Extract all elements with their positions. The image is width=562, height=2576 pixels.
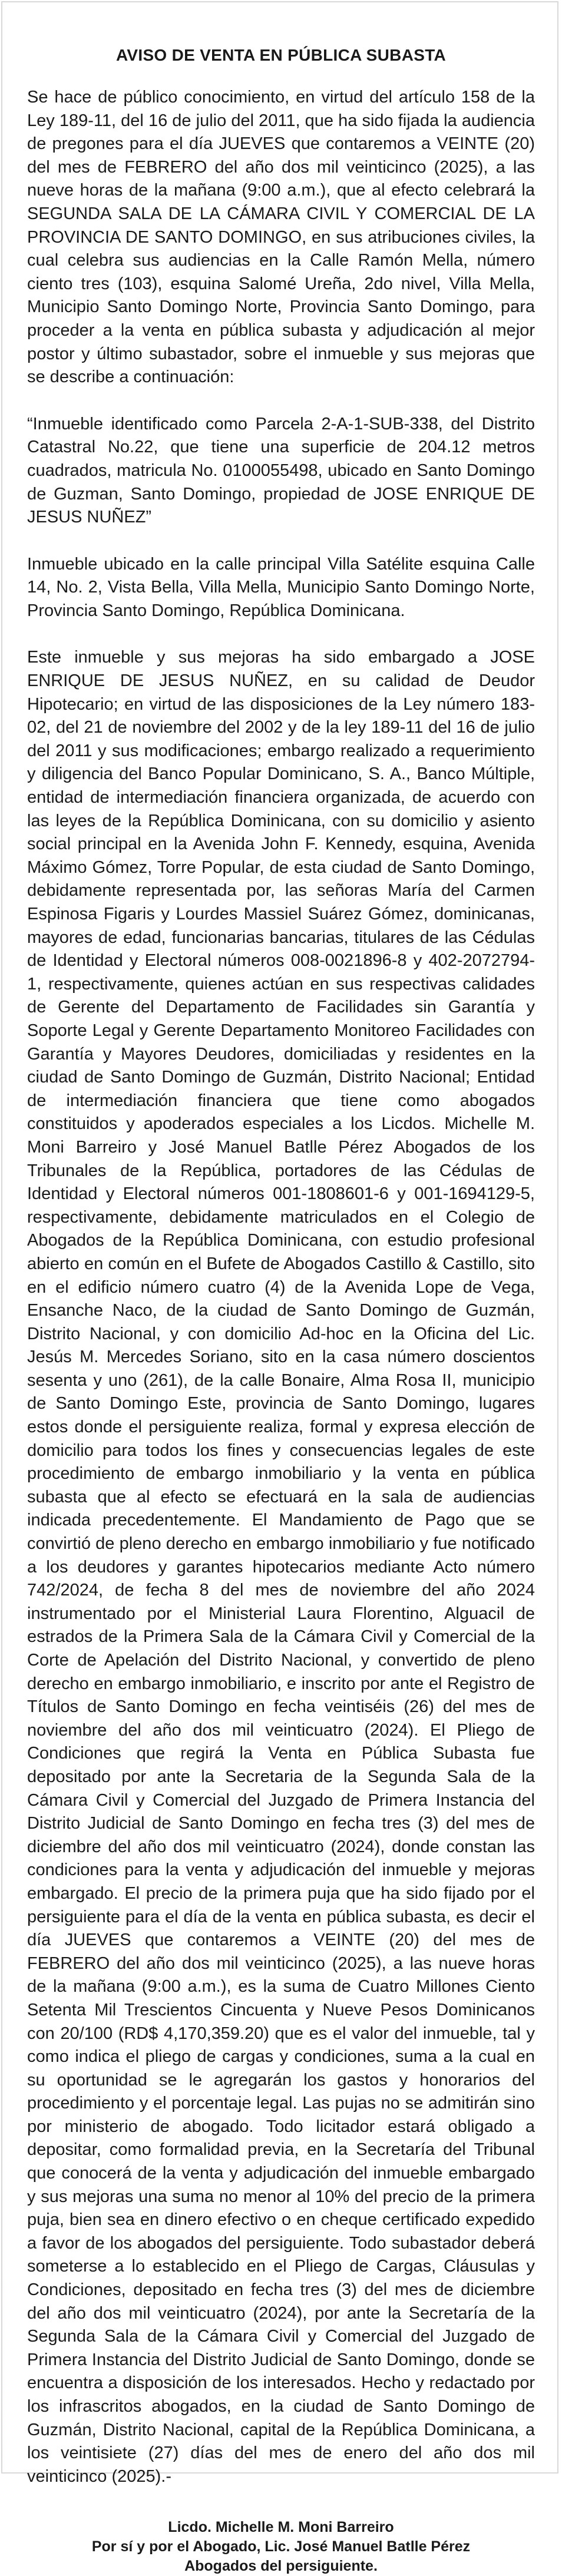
signature-on-behalf: Por sí y por el Abogado, Lic. José Manuel Batlle Pérez	[91, 2538, 471, 2555]
signature-role: Abogados del persiguiente.	[184, 2558, 378, 2575]
paragraph-hearing-announcement: Se hace de público conocimiento, en virtud del artículo 158 de la Ley 189-11, del 16 de julio del 2011, que ha sido fijada la audiencia de pregones para el día JUEVES que contaremos a VEINTE (20) del mes de FEBRERO del año dos mil veinticinco (2025), a las nueve horas de la mañana (9:00 a.m.), que al efecto celebrará la SEGUNDA SALA DE LA CÁMARA CIVIL Y COMERCIAL DE LA PROVINCIA DE SANTO DOMINGO, en sus atribuciones civiles, la cual celebra sus audiencias en la Calle Ramón Mella, número ciento tres (103), esquina Salomé Ureña, 2do nivel, Villa Mella, Municipio Santo Domingo Norte, Provincia Santo Domingo, para proceder a la venta en pública subasta y adjudicación al mejor postor y último subastador, sobre el inmueble y sus mejoras que se describe a continuación:	[27, 88, 535, 387]
signature-attorney-name: Licdo. Michelle M. Moni Barreiro	[168, 2519, 394, 2536]
paragraph-property-identification: “Inmueble identificado como Parcela 2-A-1-SUB-338, del Distrito Catastral No.22, que tiene una superficie de 204.12 metros cuadrados, matricula No. 0100055498, ubicado en Santo Domingo de Guzman, Santo Domingo, propiedad de JOSE ENRIQUE DE JESUS NUÑEZ”	[27, 414, 535, 527]
signature-block	[27, 2518, 535, 2576]
notice-title: AVISO DE VENTA EN PÚBLICA SUBASTA	[115, 46, 447, 64]
paragraph-seizure-details: Este inmueble y sus mejoras ha sido embargado a JOSE ENRIQUE DE JESUS NUÑEZ, en su calidad de Deudor Hipotecario; en virtud de las disposiciones de la Ley número 183-02, del 21 de noviembre del 2002 y de la ley 189-11 del 16 de julio del 2011 y sus modificaciones; embargo realizado a requerimiento y diligencia del Banco Popular Dominicano, S. A., Banco Múltiple, entidad de intermediación financiera organizada, de acuerdo con las leyes de la República Dominicana, con su domicilio y asiento social principal en la Avenida John F. Kennedy, esquina, Avenida Máximo Gómez, Torre Popular, de esta ciudad de Santo Domingo, debidamente representada por, las señoras María del Carmen Espinosa Figaris y Lourdes Massiel Suárez Gómez, dominicanas, mayores de edad, funcionarias bancarias, titulares de las Cédulas de Identidad y Electoral números 008-0021896-8 y 402-2072794-1, respectivamente, quienes actúan en sus respectivas calidades de Gerente del Departamento de Facilidades sin Garantía y Soporte Legal y Gerente Departamento Monitoreo Facilidades con Garantía y Mayores Deudores, domiciliadas y residentes en la ciudad de Santo Domingo de Guzmán, Distrito Nacional; Entidad de intermediación financiera que tiene como abogados constituidos y apoderados especiales a los Licdos. Michelle M. Moni Barreiro y José Manuel Batlle Pérez Abogados de los Tribunales de la República, portadores de las Cédulas de Identidad y Electoral números 001-1808601-6 y 001-1694129-5, respectivamente, debidamente matriculados en el Colegio de Abogados de la República Dominicana, con estudio profesional abierto en común en el Bufete de Abogados Castillo & Castillo, sito en el edificio número cuatro (4) de la Avenida Lope de Vega, Ensanche Naco, de la ciudad de Santo Domingo de Guzmán, Distrito Nacional, y con domicilio Ad-hoc en la Oficina del Lic. Jesús M. Mercedes Soriano, sito en la casa número doscientos sesenta y uno (261), de la calle Bonaire, Alma Rosa II, municipio de Santo Domingo Este, provincia de Santo Domingo, lugares estos donde el persiguiente realiza, formal y expresa elección de domicilio para todos los fines y consecuencias legales de este procedimiento de embargo inmobiliario y la venta en pública subasta que al efecto se efectuará en la sala de audiencias indicada precedentemente. El Mandamiento de Pago que se convirtió de pleno derecho en embargo inmobiliario y fue notificado a los deudores y garantes hipotecarios mediante Acto número 742/2024, de fecha 8 del mes de noviembre del año 2024 instrumentado por el Ministerial Laura Florentino, Alguacil de estrados de la Primera Sala de la Cámara Civil y Comercial de la Corte de Apelación del Distrito Nacional, y convertido de pleno derecho en embargo inmobiliario, e inscrito por ante el Registro de Títulos de Santo Domingo en fecha veintiséis (26) del mes de noviembre del año dos mil veinticuatro (2024). El Pliego de Condiciones que regirá la Venta en Pública Subasta fue depositado por ante la Secretaria de la Segunda Sala de la Cámara Civil y Comercial del Juzgado de Primera Instancia del Distrito Judicial de Santo Domingo en fecha tres (3) del mes de diciembre del año dos mil veinticuatro (2024), donde constan las condiciones para la venta y adjudicación del inmueble y mejoras embargado. El precio de la primera puja que ha sido fijado por el persiguiente para el día de la venta en pública subasta, es decir el día JUEVES que contaremos a VEINTE (20) del mes de FEBRERO del año dos mil veinticinco (2025), a las nueve horas de la mañana (9:00 a.m.), es la suma de Cuatro Millones Ciento Setenta Mil Trescientos Cincuenta y Nueve Pesos Dominicanos con 20/100 (RD$ 4,170,359.20) que es el valor del inmueble, tal y como indica el pliego de cargas y condiciones, suma a la cual en su oportunidad se le agregarán los gastos y honorarios del procedimiento y el porcentaje legal. Las pujas no se admitirán sino por ministerio de abogado. Todo licitador estará obligado a depositar, como formalidad previa, en la Secretaría del Tribunal que conocerá de la venta y adjudicación del inmueble embargado y sus mejoras una suma no menor al 10% del precio de la primera puja, bien sea en dinero efectivo o en cheque certificado expedido a favor de los abogados del persiguiente. Todo subastador deberá someterse a lo establecido en el Pliego de Cargas, Cláusulas y Condiciones, depositado en fecha tres (3) del mes de diciembre del año dos mil veinticuatro (2024), por ante la Secretaría de la Segunda Sala de la Cámara Civil y Comercial del Juzgado de Primera Instancia del Distrito Judicial de Santo Domingo, donde se encuentra a disposición de los interesados. Hecho y redactado por los infrascritos abogados, en la ciudad de Santo Domingo de Guzmán, Distrito Nacional, capital de la República Dominicana, a los veintisiete (27) días del mes de enero del año dos mil veinticinco (2025).-	[27, 648, 535, 2486]
paragraph-property-location: Inmueble ubicado en la calle principal Villa Satélite esquina Calle 14, No. 2, Vista Bella, Villa Mella, Municipio Santo Domingo Norte, Provincia Santo Domingo, República Dominicana.	[27, 554, 535, 620]
